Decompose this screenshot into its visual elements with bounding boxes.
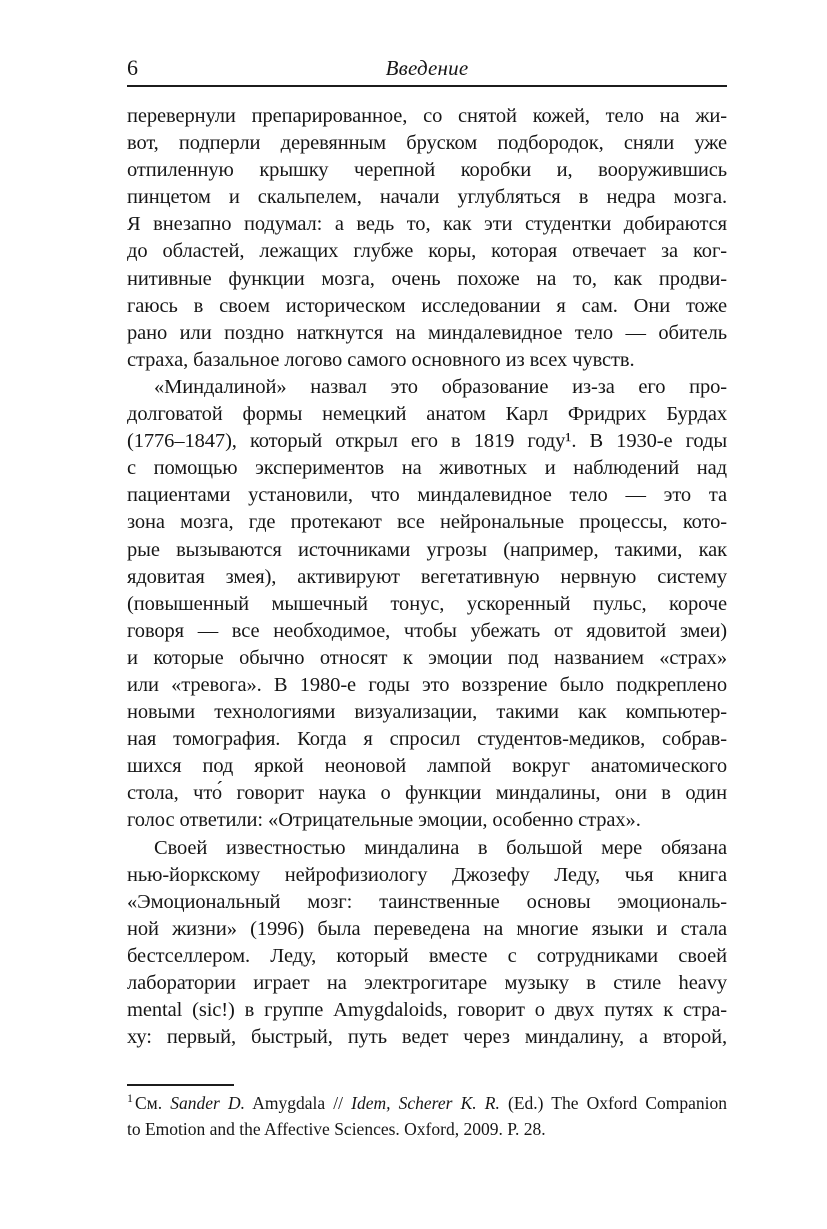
text-line: новыми технологиями визуализации, такими как компьютер- [127,701,727,724]
text-line: (1776–1847), который открыл его в 1819 году¹. В 1930-е годы [127,430,727,453]
text-line: до областей, лежащих глубже коры, которая отвечает за ког- [127,240,727,263]
body-text [127,103,727,1051]
text-line: «Эмоциональный мозг: таинственные основы эмоциональ- [127,890,727,913]
text-line: долговатой формы немецкий анатом Карл Фридрих Бурдах [127,403,727,426]
page-number: 6 [127,55,138,80]
text-line: Своей известностью миндалина в большой мере обязана [154,836,727,859]
text-line: отпиленную крышку черепной коробки и, вооружившись [127,159,727,182]
text-line: шихся под яркой неоновой лампой вокруг анатомического [127,755,727,778]
text-line: зона мозга, где протекают все нейрональные процессы, кото- [127,511,727,534]
text-line: пинцетом и скальпелем, начали углубляться в недра мозга. [127,186,727,209]
text-line: гаюсь в своем историческом исследовании я сам. Они тоже [127,294,727,317]
text-line: перевернули препарированное, со снятой кожей, тело на жи- [127,105,727,127]
text-line: ху: первый, быстрый, путь ведет через миндалину, а второй, [127,1026,727,1049]
text-line: голос ответили: «Отрицательные эмоции, особенно страх». [127,809,641,832]
text-line: и которые обычно относят к эмоции под названием «страх» [127,646,727,669]
text-line: вот, подперли деревянным бруском подбородок, сняли уже [127,132,727,155]
running-head-title: Введение [385,56,469,80]
footnote-citation-text: (Ed.) The Oxford Companion [499,1093,728,1113]
text-line: ядовитая змея), активируют вегетативную нервную систему [127,565,727,588]
footnote-citation-text: Amygdala // [245,1093,352,1113]
text-line: ная томография. Когда я спросил студентов-медиков, собрав- [127,728,727,751]
text-line: ной жизни» (1996) была переведена на многие языки и стала [127,917,727,940]
running-header [127,54,727,87]
footnote-line2: to Emotion and the Affective Sciences. Oxford, 2009. P. 28. [127,1118,546,1139]
footnote-line1 [127,1091,727,1117]
text-line: рые вызываются источниками угрозы (например, такими, как [127,538,727,561]
text-line: страха, базальное логово самого основного из всех чувств. [127,348,635,371]
footnote-rule [127,1084,234,1086]
text-line: «Миндалиной» назвал это образование из-за его про- [154,375,727,398]
text-line: говоря — все необходимое, чтобы убежать от ядовитой змеи) [127,619,727,642]
text-line: Я внезапно подумал: а ведь то, как эти студентки добираются [127,213,727,236]
text-line: с помощью экспериментов на животных и наблюдений над [127,457,727,480]
text-line: пациентами установили, что миндалевидное тело — это та [127,484,727,507]
text-line: бестселлером. Леду, который вместе с сотрудниками своей [127,944,727,967]
footnote-marker: 1 [127,1091,133,1106]
text-line: или «тревога». В 1980-е годы это воззрение было подкреплено [127,673,727,696]
text-line: нью-йоркскому нейрофизиологу Джозефу Леду, чья книга [127,863,727,886]
text-line: mental (sic!) в группе Amygdaloids, говорит о двух путях к стра- [127,999,727,1022]
text-line: лаборатории играет на электрогитаре музыку в стиле heavy [127,972,727,994]
text-line: рано или поздно наткнутся на миндалевидное тело — обитель [127,321,727,344]
footnote-citation-italic: Idem, Scherer K. R. [351,1093,500,1113]
footnote-citation-text: См. [135,1093,171,1113]
text-line: (повышенный мышечный тонус, ускоренный пульс, короче [127,592,727,615]
footnote [127,1084,727,1142]
text-line: нитивные функции мозга, очень похоже на то, как продви- [127,267,727,290]
text-line: стола, что́ говорит наука о функции миндалины, они в один [127,782,727,805]
footnote-citation-italic: Sander D. [170,1093,246,1113]
